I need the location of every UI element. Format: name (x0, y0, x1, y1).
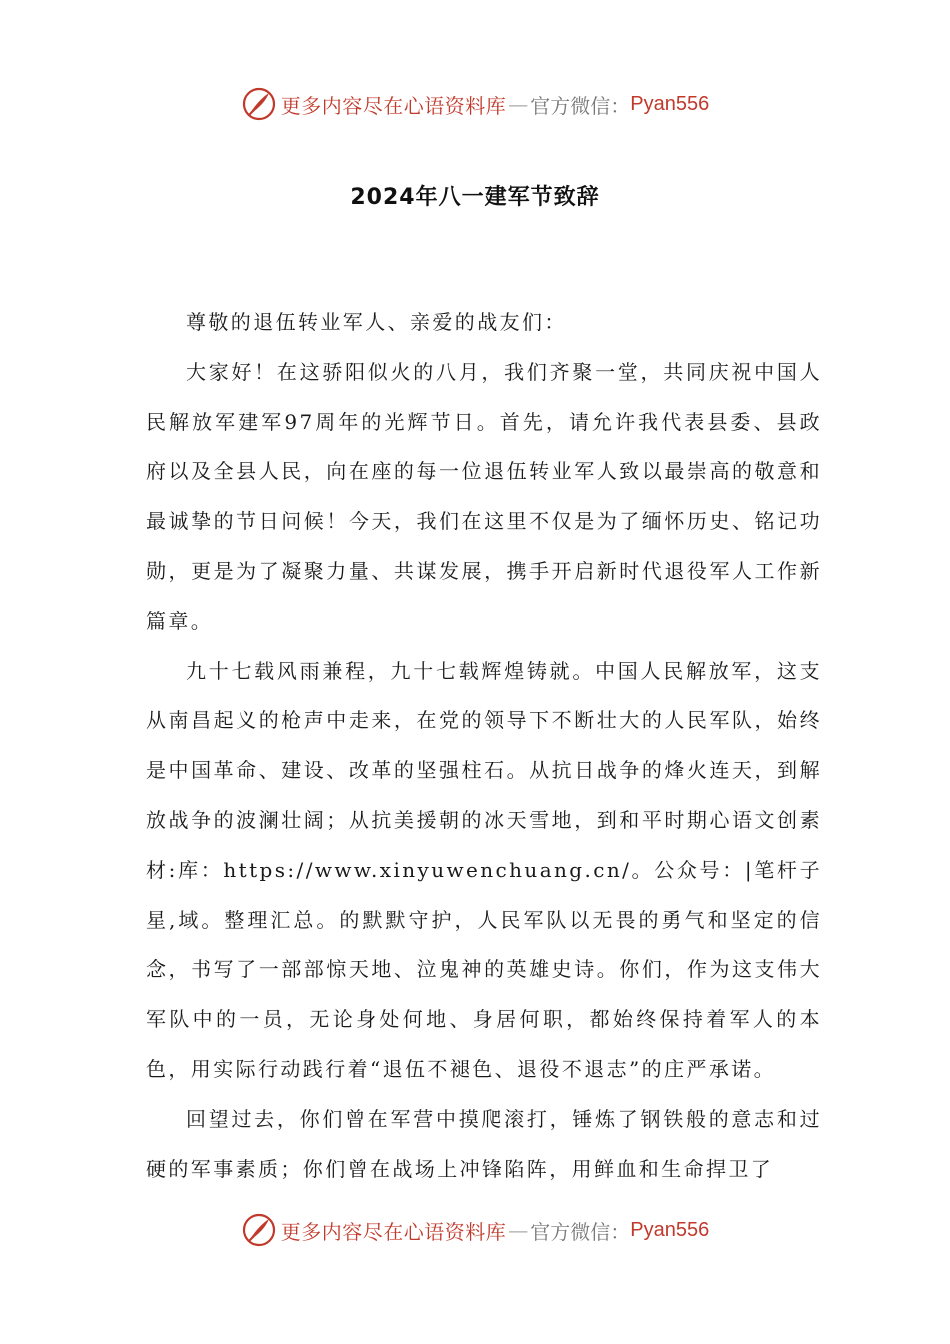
banner-dash: — (508, 1218, 529, 1242)
banner-text: 更多内容尽在心语资料库 (280, 93, 507, 118)
paragraph-salutation: 尊敬的退伍转业军人、亲爱的战友们： (186, 310, 567, 334)
paragraph: 大家好！在这骄阳似火的八月，我们齐聚一堂，共同庆祝中国人民解放军建军97周年的光辉节日。首先，请允许我代表县委、县政府以及全县人民，向在座的每一位退伍转业军人致以最崇高的敬意和最诚挚的节日问候！今天，我们在这里不仅是为了缅怀历史、铭记功勋，更是为了凝聚力量、共谋发展，携手开启新时代退役军人工作新篇章。 (146, 359, 822, 633)
banner-wechat-label: 官方微信： (530, 93, 631, 118)
document-body (146, 298, 822, 1194)
banner-dash: — (508, 92, 529, 116)
banner-wechat-id: Pyan556 (630, 92, 710, 115)
quill-pen-icon (241, 86, 277, 122)
document-title: 2024年八一建军节致辞 (350, 185, 600, 210)
footer-banner (0, 1210, 950, 1250)
header-banner (0, 84, 950, 124)
banner-wechat-id: Pyan556 (630, 1218, 710, 1241)
quill-pen-icon (241, 1212, 277, 1248)
paragraph: 回望过去，你们曾在军营中摸爬滚打，锤炼了钢铁般的意志和过硬的军事素质；你们曾在战场上冲锋陷阵，用鲜血和生命捍卫了 (146, 1106, 822, 1181)
paragraph: 九十七载风雨兼程，九十七载辉煌铸就。中国人民解放军，这支从南昌起义的枪声中走来，在党的领导下不断壮大的人民军队，始终是中国革命、建设、改革的坚强柱石。从抗日战争的烽火连天，到解放战争的波澜壮阔；从抗美援朝的冰天雪地，到和平时期心语文创素材:库：https://www.xinyuwenchuang.cn/。公众号：|笔杆子星,域。整理汇总。的默默守护，人民军队以无畏的勇气和坚定的信念，书写了一部部惊天地、泣鬼神的英雄史诗。你们，作为这支伟大军队中的一员，无论身处何地、身居何职，都始终保持着军人的本色，用实际行动践行着“退伍不褪色、退役不退志”的庄严承诺。 (146, 658, 822, 1081)
banner-wechat-label: 官方微信： (530, 1219, 631, 1244)
banner-text: 更多内容尽在心语资料库 (280, 1219, 507, 1244)
